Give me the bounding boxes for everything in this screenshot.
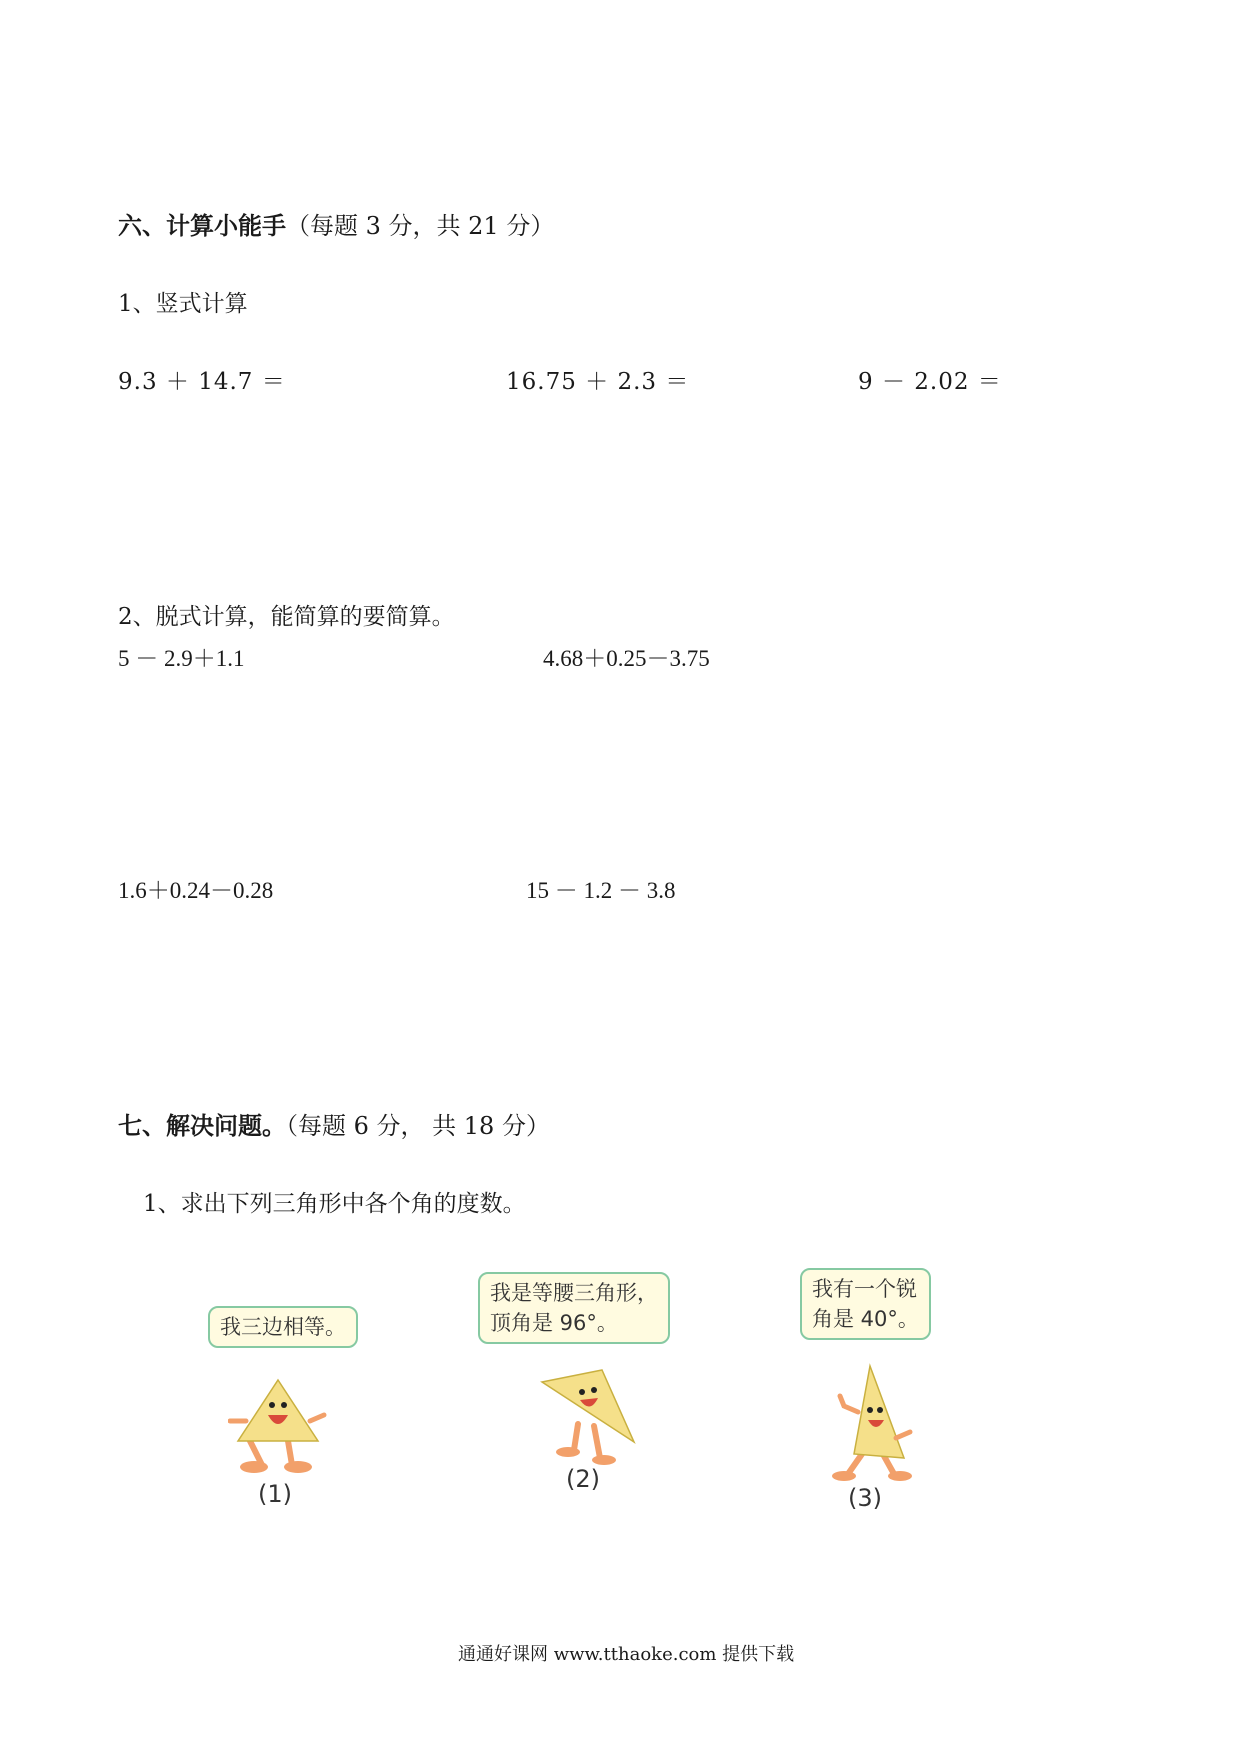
section7-title-rest: （每题 6 分， 共 18 分） [286, 1112, 550, 1140]
speech-1-line-1: 我三边相等。 [220, 1315, 346, 1339]
speech-bubble-2 [478, 1272, 670, 1344]
vertical-calc-1: 9.3 ＋ 14.7 ＝ [118, 369, 286, 395]
speech-2-line-2: 顶角是 96°。 [490, 1311, 618, 1335]
figure-label-3: (3) [848, 1484, 882, 1512]
speech-3-line-1: 我有一个锐 [812, 1277, 917, 1301]
q1-label: 1、竖式计算 [118, 291, 248, 317]
section7-title-bold: 七、解决问题。 [118, 1112, 286, 1140]
speech-bubble-3 [800, 1268, 931, 1340]
stepwise-calc-2: 4.68＋0.25－3.75 [543, 646, 710, 671]
s7-q1-label: 1、求出下列三角形中各个角的度数。 [143, 1191, 526, 1217]
equilateral-triangle-character [228, 1345, 338, 1475]
vertical-calc-2: 16.75 ＋ 2.3 ＝ [506, 369, 690, 395]
section6-title-rest: （每题 3 分，共 21 分） [286, 212, 555, 240]
stepwise-calc-4: 15 － 1.2 － 3.8 [526, 878, 676, 903]
vertical-calc-3: 9 － 2.02 ＝ [858, 369, 1002, 395]
acute-triangle-character [826, 1362, 926, 1482]
section6-title [118, 206, 554, 241]
speech-2-line-1: 我是等腰三角形， [490, 1281, 658, 1305]
figure-label-2: (2) [566, 1465, 600, 1493]
stepwise-calc-3: 1.6＋0.24－0.28 [118, 878, 274, 903]
stepwise-calc-1: 5 － 2.9＋1.1 [118, 646, 245, 671]
figure-label-1: (1) [258, 1480, 292, 1508]
speech-bubble-1 [208, 1306, 358, 1348]
section7-title [118, 1106, 550, 1141]
q2-label: 2、脱式计算，能简算的要简算。 [118, 604, 455, 630]
section6-title-bold: 六、计算小能手 [118, 212, 286, 240]
footer-text: 通通好课网 www.tthaoke.com 提供下载 [458, 1644, 795, 1665]
speech-3-line-2: 角是 40°。 [812, 1307, 919, 1331]
isosceles-triangle-character [538, 1362, 648, 1472]
